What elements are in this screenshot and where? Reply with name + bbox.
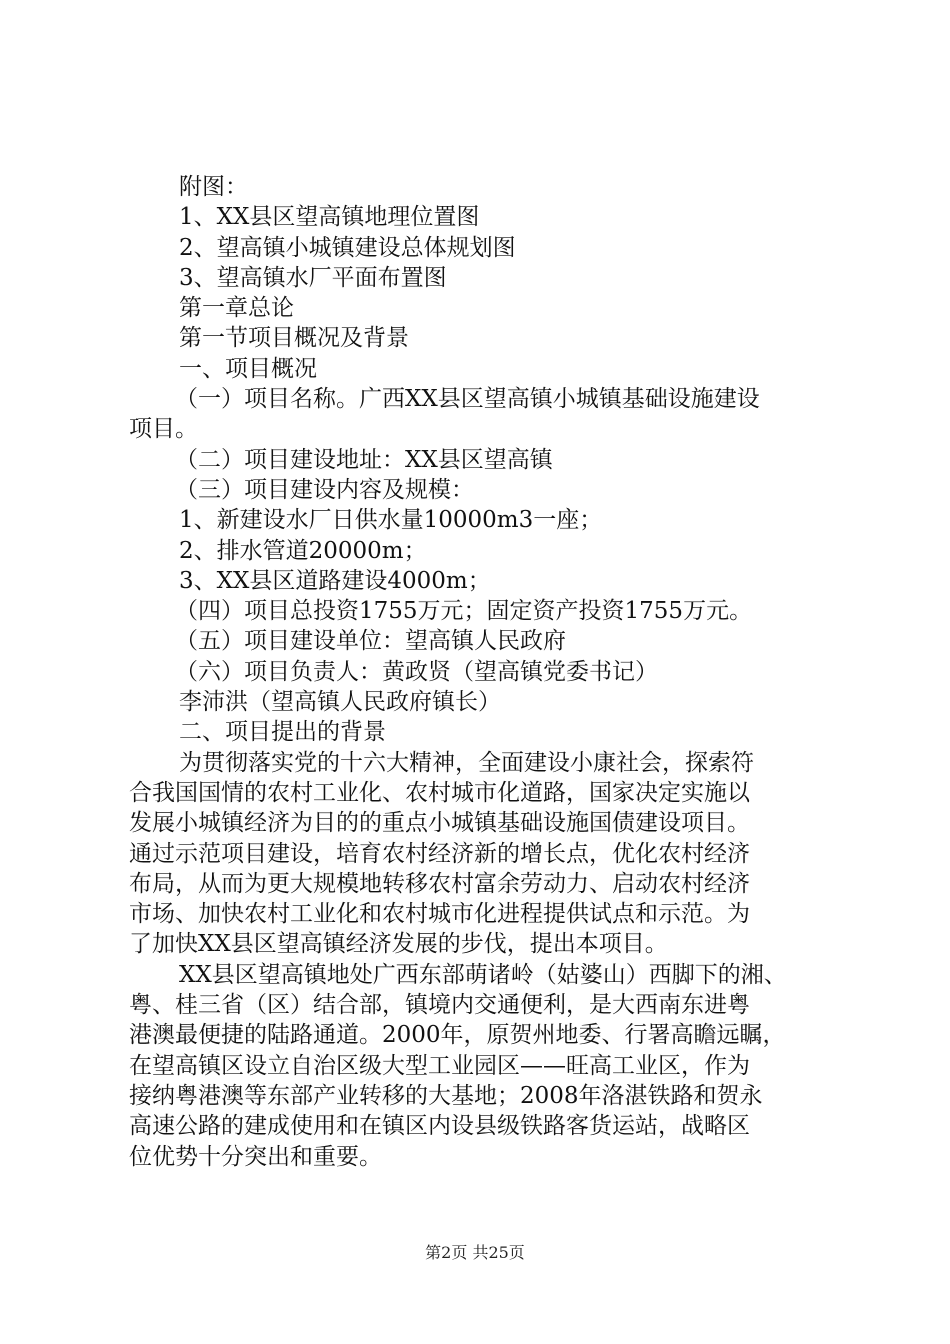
text-line: 1、新建设水厂日供水量10000m3一座；: [179, 507, 603, 534]
text-line: XX县区望高镇地处广西东部萌诸岭（姑婆山）西脚下的湘、: [179, 961, 787, 988]
text-line: 3、XX县区道路建设4000m；: [179, 567, 491, 594]
text-line: 3、望高镇水厂平面布置图: [179, 264, 447, 291]
text-line: （一）项目名称。广西XX县区望高镇小城镇基础设施建设: [175, 386, 760, 413]
text-line: 通过示范项目建设，培育农村经济新的增长点，优化农村经济: [129, 840, 750, 867]
page-number-footer: 第2页 共25页: [425, 1243, 525, 1262]
text-line: 粤、桂三省（区）结合部，镇境内交通便利，是大西南东进粤: [129, 992, 750, 1019]
text-line: （三）项目建设内容及规模：: [175, 476, 474, 503]
text-line: 为贯彻落实党的十六大精神，全面建设小康社会，探索符: [179, 749, 754, 776]
text-line: 位优势十分突出和重要。: [129, 1143, 382, 1170]
text-line: 项目。: [129, 416, 198, 443]
text-line: 港澳最便捷的陆路通道。2000年，原贺州地委、行署高瞻远瞩，: [129, 1022, 786, 1049]
text-line: （四）项目总投资1755万元；固定资产投资1755万元。: [175, 598, 753, 625]
text-line: 2、望高镇小城镇建设总体规划图: [179, 234, 516, 261]
text-line: 第一节项目概况及背景: [179, 325, 409, 352]
document-body: [129, 172, 835, 1172]
text-line: 二、项目提出的背景: [179, 719, 386, 746]
text-line: 了加快XX县区望高镇经济发展的步伐，提出本项目。: [129, 931, 668, 958]
text-line: （六）项目负责人：黄政贤（望高镇党委书记）: [175, 658, 658, 685]
text-line: 接纳粤港澳等东部产业转移的大基地；2008年洛湛铁路和贺永: [129, 1082, 763, 1109]
text-line: 一、项目概况: [179, 355, 317, 382]
text-line: 2、排水管道20000m；: [179, 537, 427, 564]
text-line: 高速公路的建成使用和在镇区内设县级铁路客货运站，战略区: [129, 1113, 750, 1140]
text-line: 发展小城镇经济为目的的重点小城镇基础设施国债建设项目。: [129, 810, 750, 837]
text-line: （二）项目建设地址：XX县区望高镇: [175, 446, 553, 473]
text-line: 布局，从而为更大规模地转移农村富余劳动力、启动农村经济: [129, 870, 750, 897]
text-line: 合我国国情的农村工业化、农村城市化道路，国家决定实施以: [129, 779, 750, 806]
text-line: 第一章总论: [179, 295, 294, 322]
text-line: 1、XX县区望高镇地理位置图: [179, 204, 480, 231]
text-line: 在望高镇区设立自治区级大型工业园区——旺高工业区，作为: [129, 1052, 750, 1079]
text-line: 市场、加快农村工业化和农村城市化进程提供试点和示范。为: [129, 901, 750, 928]
text-line: 附图：: [179, 174, 248, 200]
text-line: （五）项目建设单位：望高镇人民政府: [175, 628, 566, 655]
text-line: 李沛洪（望高镇人民政府镇长）: [179, 689, 501, 716]
